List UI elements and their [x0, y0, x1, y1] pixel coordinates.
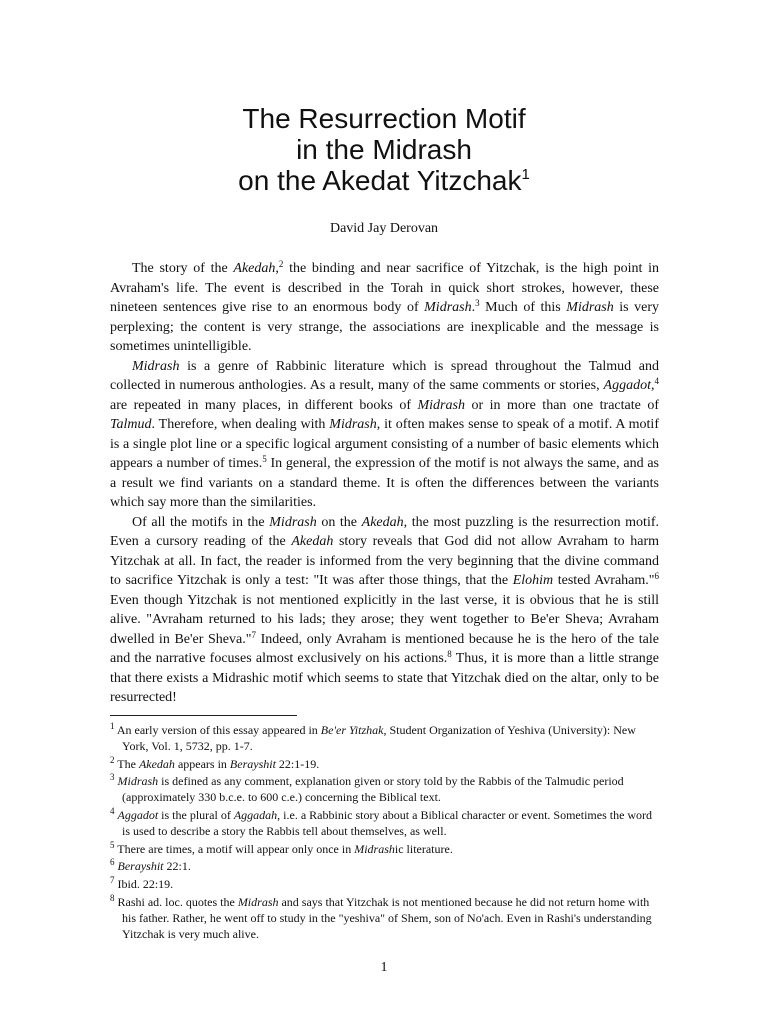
footnote-ref[interactable]: 5	[262, 454, 267, 464]
text-run: on the	[316, 514, 362, 530]
text-run: Indeed, only Avraham is mentioned because he is the hero of the tale and the narrative focuses almost exclusively on his actions.	[110, 631, 660, 666]
footnote-ref[interactable]: 8	[447, 649, 452, 659]
footnote-ref[interactable]: 2	[110, 754, 115, 765]
footnote-8	[110, 892, 659, 942]
italic-term: Berayshit	[117, 859, 164, 874]
italic-term: Midrash	[269, 514, 317, 530]
text-run: The story of the	[132, 261, 234, 276]
footnote-1	[110, 723, 659, 755]
footnote-ref[interactable]: 6	[110, 857, 115, 868]
footnote-ref[interactable]: 4	[654, 376, 659, 386]
italic-term: Aggadot	[117, 807, 159, 822]
text-run: Rashi ad. loc. quotes the	[114, 894, 238, 909]
text-run: , i.e. a Rabbinic story about a Biblical character or event. Sometimes the word is used to describe a story the Rabbis tell about themselves, as well.	[122, 807, 653, 838]
text-run: is defined as any comment, explanation given or story told by the Rabbis of the Talmudic period (approximately 330 b.c.e. to 600 c.e.) concerning the Biblical text.	[122, 774, 624, 805]
text-run: There are times, a motif will appear only once in	[114, 841, 355, 856]
title-footnote-ref[interactable]: 1	[521, 166, 530, 183]
text-run: In general, the expression of the motif is not always the same, and as a result we find variants on a standard theme. It is often the differences between the variants which say more than the similarities.	[110, 456, 660, 510]
footnote-ref[interactable]: 4	[110, 805, 115, 816]
text-run: ic literature.	[394, 841, 453, 856]
title-line-3	[0, 165, 768, 196]
paragraph-2	[110, 357, 659, 513]
italic-term: Midrash	[237, 894, 279, 909]
italic-term: Be'er Yitzhak	[320, 723, 384, 737]
italic-term: Berayshit	[229, 756, 276, 771]
text-run: and says that Yitzchak is not mentioned because he did not return home with his father. Rather, he went off to study in the "yeshiva" of Shem, son of No'ach. Even in Rashi's understanding Yitzchak is very much alive.	[122, 894, 652, 941]
title-line-1: The Resurrection Motif	[242, 103, 526, 134]
footnote-ref[interactable]: 5	[110, 839, 115, 850]
italic-term: Midrash	[417, 397, 465, 413]
footnote-6	[110, 859, 659, 875]
footnote-5	[110, 839, 659, 858]
footnote-ref[interactable]: 6	[654, 571, 659, 581]
text-run: Ibid. 22:19.	[114, 877, 174, 892]
footnote-ref[interactable]: 7	[251, 629, 256, 640]
footnote-ref[interactable]: 2	[278, 259, 284, 269]
page-number: 1	[380, 960, 388, 975]
body-text	[110, 259, 659, 708]
text-run: appears in	[174, 756, 230, 771]
italic-term: Midrash	[424, 300, 472, 315]
italic-term: Elohim	[512, 573, 554, 588]
footnote-divider	[110, 715, 297, 716]
text-run: , Student Organization of Yeshiva (University): New York, Vol. 1, 5732, pp. 1-7.	[122, 723, 636, 753]
page-title	[0, 103, 768, 196]
footnote-ref[interactable]: 7	[110, 875, 115, 886]
text-run: An early version of this essay appeared in	[114, 723, 321, 737]
text-run: Even though Yitzchak is not mentioned explicitly in the last verse, it is obvious that he is still alive. "Avraham returned to his lads; they arose; they went together to Be'er Sheva; Avraham dwelled in Be'er Sheva."	[110, 592, 659, 647]
text-run: .	[471, 300, 476, 315]
text-run: Much of this	[479, 300, 567, 315]
footnote-7	[110, 877, 659, 893]
italic-term: Midrash	[566, 300, 614, 315]
text-run: Of all the motifs in the	[132, 514, 270, 530]
text-run: is a genre of Rabbinic literature which is spread throughout the Talmud and collected in numerous anthologies. As a result, many of the same comments or stories,	[110, 358, 659, 393]
italic-term: Aggadot	[603, 378, 651, 393]
italic-term: Akedah	[291, 534, 334, 549]
italic-term: Midrash	[117, 774, 159, 789]
italic-term: Midrash	[329, 417, 377, 432]
text-run: Thus, it is more than a little strange that there exists a Midrashic motif which seems to state that Yitzchak died on the altar, only to be resurrected!	[110, 651, 659, 705]
italic-term: Aggadah	[233, 807, 278, 822]
text-run: 22:1.	[163, 859, 191, 874]
footnotes	[110, 723, 659, 944]
text-run: , the most puzzling is the resurrection motif. Even a cursory reading of the	[110, 514, 660, 549]
footnote-3	[110, 774, 659, 806]
footnote-ref[interactable]: 3	[110, 772, 115, 783]
italic-term: Talmud	[110, 417, 152, 432]
italic-term: Midrash	[132, 358, 180, 374]
footnote-ref[interactable]: 8	[110, 892, 115, 903]
text-run: The	[114, 756, 139, 771]
paragraph-3	[110, 513, 659, 708]
title-line-2: in the Midrash	[296, 134, 472, 165]
text-run: is very perplexing; the content is very strange, the associations are inexplicable and the message is sometimes unintelligible.	[110, 300, 660, 354]
text-run: or in more than one tractate of	[464, 397, 659, 413]
footnote-ref[interactable]: 3	[475, 298, 480, 308]
text-run: , it often makes sense to speak of a motif. A motif is a single plot line or a specific logical argument consisting of a number of basic elements which appears a number of times.	[110, 417, 659, 471]
text-run: tested Avraham."	[553, 573, 655, 588]
text-run: ,	[651, 378, 655, 393]
text-run: . Therefore, when dealing with	[151, 417, 330, 432]
footnote-4	[110, 805, 659, 840]
italic-term: Akedah	[138, 756, 175, 771]
text-run: 22:1-19.	[275, 756, 320, 771]
text-run: are repeated in many places, in different books of	[110, 397, 418, 413]
author-name: David Jay Derovan	[329, 221, 439, 236]
italic-term: Akedah	[233, 261, 276, 276]
footnote-2	[110, 754, 659, 773]
footnote-ref[interactable]: 1	[110, 721, 115, 731]
text-run: the binding and near sacrifice of Yitzchak, is the high point in Avraham's life. The event is described in the Torah in quick short strokes, however, these nineteen sentences give rise to an enormous body of	[110, 261, 659, 315]
italic-term: Midrash	[354, 841, 395, 856]
italic-term: Akedah	[361, 514, 404, 530]
text-run: ,	[275, 261, 279, 276]
text-run: story reveals that God did not allow Avraham to harm Yitzchak at all. In fact, the reader is informed from the very beginning that the divine command to sacrifice Yitzchak is only a test: "It was after those things, that the	[110, 534, 660, 588]
text-run: is the plural of	[158, 807, 234, 822]
paragraph-1	[110, 259, 659, 357]
title-line-3-text: on the Akedat Yitzchak	[238, 165, 522, 196]
